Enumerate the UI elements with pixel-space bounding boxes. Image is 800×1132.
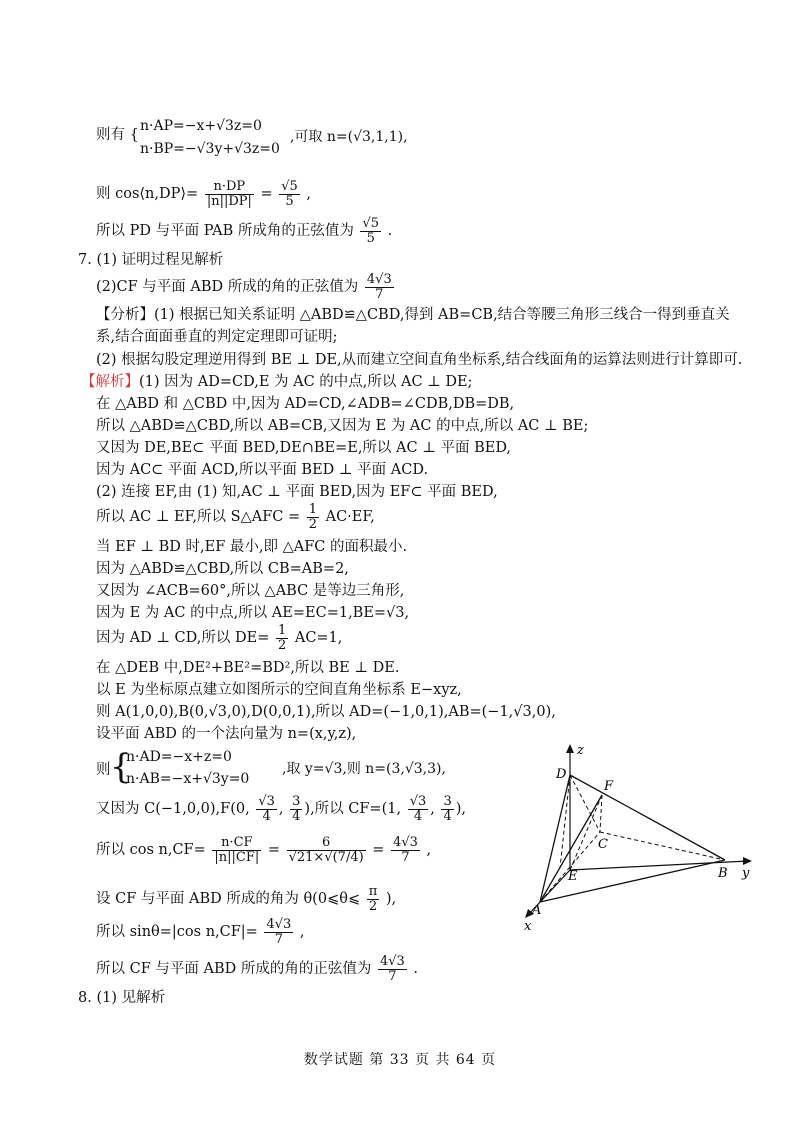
denominator: 2 [277,637,287,653]
solution-line: 又因为 DE,BE⊂ 平面 BED,DE∩BE=E,所以 AC ⊥ 平面 BED, [96,440,512,456]
text: = [267,842,280,858]
text: (1) 因为 AD=CD,E 为 AC 的中点,所以 AC ⊥ DE; [139,374,473,390]
text: , [278,801,284,817]
fraction [287,836,366,865]
denominator: 4 [292,808,301,824]
denominator: √21×√(7/4) [288,849,364,865]
text: 则 cos⟨n,DP⟩= [96,186,199,202]
label-x: x [524,919,532,934]
text: , [299,924,305,940]
solution-line [96,792,466,826]
denominator: 7 [375,286,384,302]
numerator: √3 [409,793,427,809]
text: , [430,801,435,817]
solution-line: 则 A(1,0,0),B(0,√3,0),D(0,0,1),所以 AD=(−1,0,1),AB=(−1,√3,0), [96,704,556,720]
solution-line [96,952,418,986]
numerator: 3 [443,793,452,809]
solution-line: (2) 连接 EF,由 (1) 知,AC ⊥ 平面 BED,因为 EF⊂ 平面 BED, [96,484,498,500]
denominator: 5 [366,230,375,246]
denominator: 4 [413,808,423,824]
text-line [96,172,311,216]
denominator: 7 [401,849,410,865]
solution-line [96,621,342,655]
tetrahedron-figure [510,740,760,940]
text: ),所以 CF= [304,801,382,817]
numerator: √5 [362,215,380,231]
edge-FC [600,795,602,832]
question-8: 8. (1) 见解析 [78,990,166,1006]
numerator: √3 [258,793,275,809]
eq-line: n·AD=−x+z=0 [126,749,232,765]
fraction [378,955,407,984]
fraction [205,180,254,209]
text: (2)CF 与平面 ABD 所成的角的正弦值为 [96,279,359,295]
page-footer: 数学试题 第 33 页 共 64 页 [303,1052,497,1068]
solution-line: 因为 △ABD≌△CBD,所以 CB=AB=2, [96,561,349,577]
solution-line: 又因为 ∠ACB=60°,所以 △ABC 是等边三角形, [96,583,405,599]
label-A: A [532,903,542,918]
analysis-line: 系,结合面面垂直的判定定理即可证明; [96,329,338,345]
fraction [441,795,453,824]
eq-line: n·AB=−x+√3y=0 [126,771,250,787]
text: 设 CF 与平面 ABD 所成的角为 θ(0⩽θ⩽ [96,891,361,907]
brace: { [110,747,132,787]
text-line [96,214,392,248]
text: = [372,842,385,858]
fraction [408,795,429,824]
solution-line [81,372,473,392]
text: ), [455,801,467,817]
text: 所以 AC ⊥ EF,所以 S△AFC = [96,509,301,525]
solution-line [96,915,305,949]
label-E: E [568,869,578,884]
denominator: 2 [368,898,378,914]
text: 又因为 C(−1,0,0),F [96,801,231,817]
text: 所以 sinθ=|cos n,CF|= [96,924,258,940]
edge-AF [540,795,602,902]
numerator: n·DP [205,180,254,195]
eq-line: n·BP=−√3y+√3z=0 [140,141,280,157]
solution-tag: 【解析】 [81,374,139,390]
label-F: F [604,779,614,794]
question-7-part1: 7. (1) 证明过程见解析 [78,252,224,268]
label-C: C [598,837,608,852]
text: 所以 PD 与平面 PAB 所成角的正弦值为 [96,223,354,239]
numerator: n·CF [212,836,261,851]
numerator: 4√3 [393,834,418,850]
fraction [365,273,394,302]
fraction [290,795,302,824]
text: 因为 AD ⊥ CD,所以 DE= [96,630,270,646]
eq-text: ,可取 n=(√3,1,1), [290,129,408,145]
solution-line: 所以 △ABD≌△CBD,所以 AB=CB,又因为 E 为 AC 的中点,所以 AC ⊥ BE; [96,418,589,434]
fraction [367,885,380,914]
solution-line: 在 △DEB 中,DE²+BE²=BD²,所以 BE ⊥ DE. [96,660,400,676]
fraction [279,180,300,209]
solution-line: 因为 AC⊂ 平面 ACD,所以平面 BED ⊥ 平面 ACD. [96,462,429,478]
numerator: 4√3 [366,271,392,287]
label-z: z [577,743,584,758]
text: ), [385,891,397,907]
text: (1, [381,801,402,817]
eq-text: ,取 y=√3,则 n=(3,√3,3), [282,761,446,777]
fraction [307,503,319,532]
solution-line: 则 [96,762,111,778]
edge-CB [600,832,725,860]
solution-line: 在 △ABD 和 △CBD 中,因为 AD=CD,∠ADB=∠CDB,DB=DB, [96,396,515,412]
label-B: B [718,866,728,881]
analysis-line: (2) 根据勾股定理逆用得到 BE ⊥ DE,从而建立空间直角坐标系,结合线面角的运算法则进行计算即可. [96,352,743,368]
solution-line [96,882,396,916]
solution-line: 设平面 ABD 的一个法向量为 n=(x,y,z), [96,726,357,742]
text: 所以 CF 与平面 ABD 所成的角的正弦值为 [96,961,372,977]
eq-line: n·AP=−x+√3z=0 [140,118,262,134]
denominator: 4 [262,808,271,824]
text: AC·EF, [325,509,375,525]
fraction [264,918,293,947]
z-arrow [566,744,574,753]
text: = [260,186,273,202]
text: 所以 cos n,CF= [96,842,206,858]
denominator: |n||CF| [214,849,260,865]
text: , [306,186,312,202]
y-arrow [743,857,752,865]
numerator: 4√3 [266,916,292,932]
numerator: 3 [292,793,301,809]
denominator: 2 [308,516,317,532]
denominator: 4 [443,808,452,824]
fraction [256,795,277,824]
solution-line [96,500,375,534]
text: , [426,842,432,858]
fraction [391,836,420,865]
analysis-line: 【分析】(1) 根据已知关系证明 △ABD≌△CBD,得到 AB=CB,结合等腰三角形三线合一得到垂直关 [96,307,730,323]
label-y: y [742,866,750,881]
denominator: |n||DP| [206,193,252,209]
numerator: 6 [287,836,366,851]
numerator: π [368,883,378,899]
denominator: 7 [388,968,397,984]
denominator: 7 [274,931,283,947]
edge-DA [540,775,570,902]
solution-line: 因为 E 为 AC 的中点,所以 AE=EC=1,BE=√3, [96,605,410,621]
fraction [212,836,261,865]
fraction [360,217,381,246]
numerator: √5 [281,178,298,194]
solution-line: 当 EF ⊥ BD 时,EF 最小,即 △AFC 的面积最小. [96,539,408,555]
text: AC=1, [294,630,343,646]
text: . [413,961,418,977]
solution-line [96,828,431,872]
label-D: D [556,767,567,782]
question-7-part2 [96,270,396,304]
numerator: 1 [277,622,287,638]
edge-DB [570,775,725,860]
text: (0, [230,801,250,817]
eq-system-label: 则有 { [96,127,139,143]
solution-line: 以 E 为坐标原点建立如图所示的空间直角坐标系 E−xyz, [96,682,462,698]
numerator: 1 [308,501,317,517]
numerator: 4√3 [379,953,405,969]
denominator: 5 [285,193,294,209]
text: . [387,223,393,239]
fraction [276,624,288,653]
